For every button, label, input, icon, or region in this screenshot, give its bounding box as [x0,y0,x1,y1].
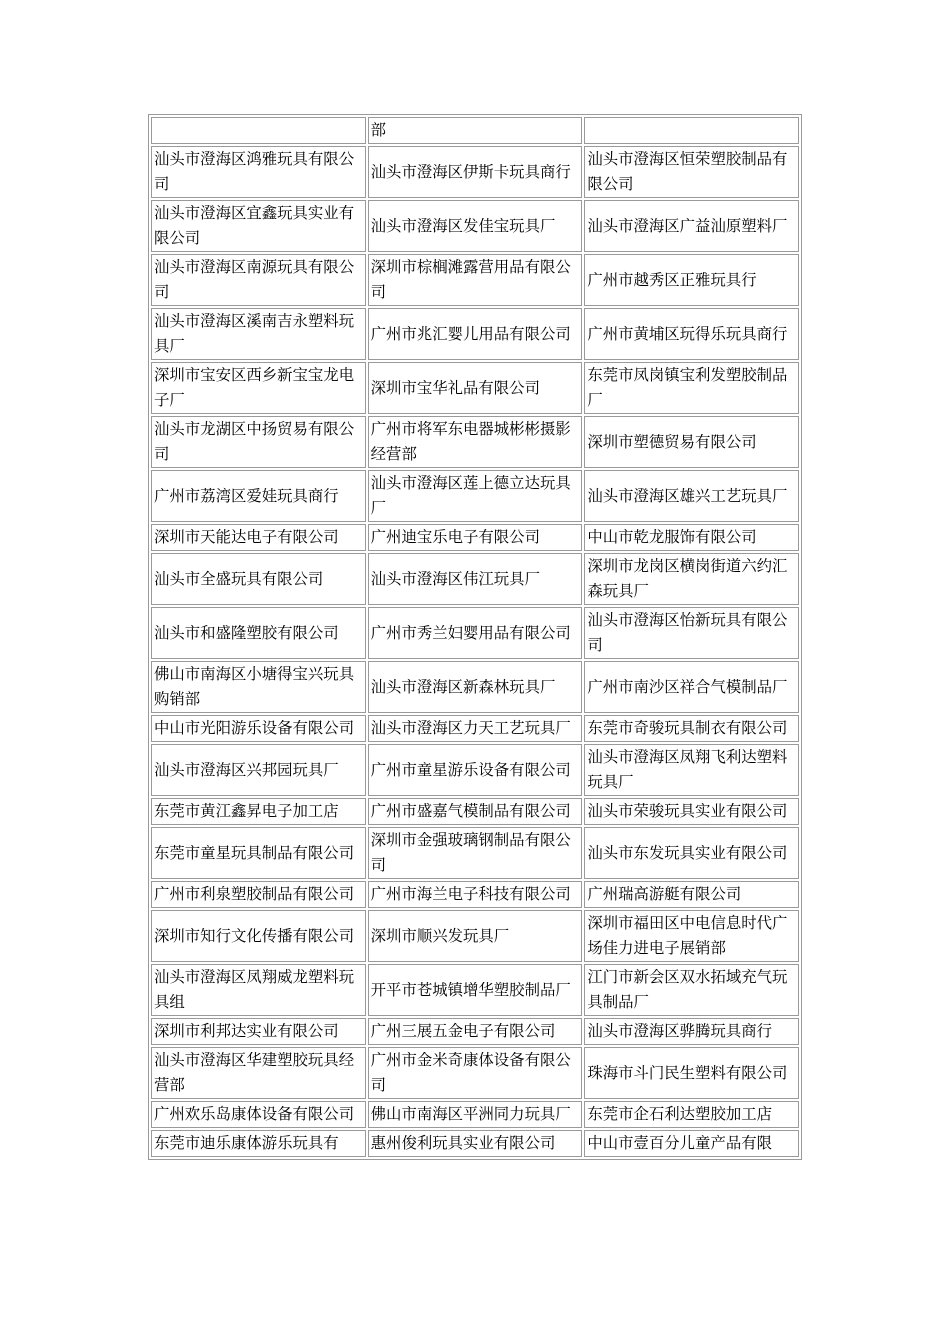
table-cell-company: 深圳市福田区中电信息时代广场佳力进电子展销部 [584,910,799,962]
table-cell-company: 汕头市澄海区华建塑胶玩具经营部 [151,1047,366,1099]
table-cell-company: 开平市苍城镇增华塑胶制品厂 [368,964,583,1016]
table-row [151,1101,799,1128]
table-cell-company: 广州迪宝乐电子有限公司 [368,524,583,551]
table-cell-company: 深圳市宝华礼品有限公司 [368,362,583,414]
table-cell-company: 汕头市全盛玩具有限公司 [151,553,366,605]
table-cell-company: 佛山市南海区小塘得宝兴玩具购销部 [151,661,366,713]
table-row [151,254,799,306]
table-row [151,553,799,605]
table-cell-company: 广州市金米奇康体设备有限公司 [368,1047,583,1099]
table-cell-company: 东莞市迪乐康体游乐玩具有 [151,1130,366,1157]
table-cell-company: 汕头市澄海区力天工艺玩具厂 [368,715,583,742]
table-body [151,117,799,1157]
table-cell-company: 中山市壹百分儿童产品有限 [584,1130,799,1157]
table-cell-company: 汕头市澄海区广益汕原塑料厂 [584,200,799,252]
table-cell-company: 广州瑞高游艇有限公司 [584,881,799,908]
table-cell-company: 广州三展五金电子有限公司 [368,1018,583,1045]
table-cell-company: 广州欢乐岛康体设备有限公司 [151,1101,366,1128]
table-cell-company: 汕头市荣骏玩具实业有限公司 [584,798,799,825]
table-cell-company: 惠州俊利玩具实业有限公司 [368,1130,583,1157]
table-cell-company: 汕头市澄海区溪南吉永塑料玩具厂 [151,308,366,360]
table-cell-company: 深圳市棕榈滩露营用品有限公司 [368,254,583,306]
table-cell-company: 广州市南沙区祥合气模制品厂 [584,661,799,713]
table-cell-company: 广州市秀兰妇婴用品有限公司 [368,607,583,659]
table-cell-company: 广州市将军东电器城彬彬摄影经营部 [368,416,583,468]
table-cell-company: 广州市盛嘉气模制品有限公司 [368,798,583,825]
table-cell-company: 深圳市天能达电子有限公司 [151,524,366,551]
table-row [151,362,799,414]
table-cell-company: 部 [368,117,583,144]
table-cell-company [151,117,366,144]
table-cell-company: 深圳市金强玻璃钢制品有限公司 [368,827,583,879]
table-cell-company: 中山市乾龙服饰有限公司 [584,524,799,551]
table-cell-company: 汕头市澄海区怡新玩具有限公司 [584,607,799,659]
table-cell-company: 江门市新会区双水拓域充气玩具制品厂 [584,964,799,1016]
table-row [151,1130,799,1157]
table-cell-company: 汕头市澄海区雄兴工艺玩具厂 [584,470,799,522]
table-cell-company: 广州市兆汇婴儿用品有限公司 [368,308,583,360]
table-cell-company: 深圳市塑德贸易有限公司 [584,416,799,468]
table-cell-company: 汕头市澄海区新森林玩具厂 [368,661,583,713]
table-cell-company: 中山市光阳游乐设备有限公司 [151,715,366,742]
table-cell-company: 汕头市澄海区宜鑫玩具实业有限公司 [151,200,366,252]
table-row [151,607,799,659]
table-cell-company: 深圳市宝安区西乡新宝宝龙电子厂 [151,362,366,414]
table-row [151,827,799,879]
table-row [151,416,799,468]
table-cell-company: 汕头市澄海区兴邦园玩具厂 [151,744,366,796]
table-cell-company: 广州市海兰电子科技有限公司 [368,881,583,908]
table-cell-company: 汕头市澄海区莲上德立达玩具厂 [368,470,583,522]
table-cell-company: 汕头市澄海区凤翔飞利达塑料玩具厂 [584,744,799,796]
table-cell-company: 东莞市奇骏玩具制衣有限公司 [584,715,799,742]
table-cell-company: 汕头市澄海区骅腾玩具商行 [584,1018,799,1045]
table-cell-company: 汕头市东发玩具实业有限公司 [584,827,799,879]
table-row [151,524,799,551]
table-row [151,470,799,522]
table-cell-company: 深圳市知行文化传播有限公司 [151,910,366,962]
table-cell-company: 汕头市澄海区南源玩具有限公司 [151,254,366,306]
table-cell-company: 广州市黄埔区玩得乐玩具商行 [584,308,799,360]
table-cell-company: 广州市越秀区正雅玩具行 [584,254,799,306]
table-cell-company: 东莞市企石利达塑胶加工店 [584,1101,799,1128]
table-cell-company: 东莞市黄江鑫昇电子加工店 [151,798,366,825]
table-cell-company: 汕头市龙湖区中扬贸易有限公司 [151,416,366,468]
table-row [151,744,799,796]
company-table [148,114,802,1160]
table-cell-company: 汕头市澄海区恒荣塑胶制品有限公司 [584,146,799,198]
table-cell-company: 广州市童星游乐设备有限公司 [368,744,583,796]
table-row [151,715,799,742]
table-cell-company: 珠海市斗门民生塑料有限公司 [584,1047,799,1099]
table-row [151,117,799,144]
table-cell-company: 汕头市澄海区伟江玩具厂 [368,553,583,605]
table-cell-company: 汕头市和盛隆塑胶有限公司 [151,607,366,659]
table-cell-company: 汕头市澄海区发佳宝玩具厂 [368,200,583,252]
table-row [151,1018,799,1045]
table-row [151,964,799,1016]
table-cell-company: 汕头市澄海区伊斯卡玩具商行 [368,146,583,198]
table-cell-company [584,117,799,144]
table-cell-company: 汕头市澄海区鸿雅玩具有限公司 [151,146,366,198]
table-cell-company: 汕头市澄海区凤翔威龙塑料玩具组 [151,964,366,1016]
table-row [151,146,799,198]
table-cell-company: 深圳市龙岗区横岗街道六约汇森玩具厂 [584,553,799,605]
table-row [151,200,799,252]
table-cell-company: 佛山市南海区平洲同力玩具厂 [368,1101,583,1128]
table-row [151,1047,799,1099]
table-cell-company: 广州市荔湾区爱娃玩具商行 [151,470,366,522]
table-cell-company: 东莞市童星玩具制品有限公司 [151,827,366,879]
table-row [151,881,799,908]
table-row [151,661,799,713]
table-cell-company: 深圳市顺兴发玩具厂 [368,910,583,962]
table-row [151,308,799,360]
table-row [151,910,799,962]
table-cell-company: 深圳市利邦达实业有限公司 [151,1018,366,1045]
table-cell-company: 东莞市凤岗镇宝利发塑胶制品厂 [584,362,799,414]
table-cell-company: 广州市利泉塑胶制品有限公司 [151,881,366,908]
table-row [151,798,799,825]
